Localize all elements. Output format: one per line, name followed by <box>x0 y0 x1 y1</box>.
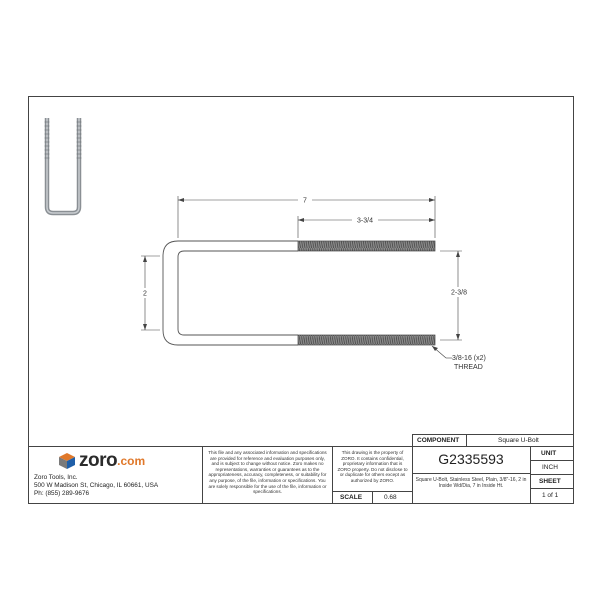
sheet-value: 1 of 1 <box>542 492 559 499</box>
zoro-cube-icon <box>58 452 76 470</box>
u-bolt-outline <box>163 241 298 345</box>
dim-width: 2 <box>143 290 147 298</box>
sheet-label: SHEET <box>539 478 561 485</box>
unit-value: INCH <box>542 464 558 471</box>
disclaimer-cell <box>202 447 332 504</box>
part-description: Square U-Bolt, Stainless Steel, Plain, 3/8"-16, 2 in Inside Wd/Dia, 7 in Inside Ht. <box>415 477 527 489</box>
lower-thread <box>298 335 435 345</box>
upper-thread <box>298 241 435 251</box>
scale-value: 0.68 <box>384 494 397 501</box>
company-name: Zoro Tools, Inc. <box>34 474 78 481</box>
logo-tld: .com <box>117 454 146 468</box>
scale-label: SCALE <box>340 494 363 501</box>
company-address: 500 W Madison St, Chicago, IL 60661, USA <box>34 482 159 489</box>
company-phone: Ph: (855) 289-9676 <box>34 490 90 497</box>
unit-label: UNIT <box>541 450 557 457</box>
dim-overall-length: 7 <box>303 197 307 205</box>
thread-callout: 3/8-16 (x2) <box>452 355 486 362</box>
logo-word: zoro <box>79 450 118 471</box>
disclaimer-text: This file and any associated information and specifications are provided for reference and evaluation purposes only, and is subject to change without notice. Zoro makes no representations, warranties or guarantees as to the appropriateness, accuracy, completeness, or suitability for any purpose, of the file, information or specifications. You are solely responsible for the use of the file, information or specifications. <box>208 450 327 495</box>
component-value: Square U-Bolt <box>498 437 539 444</box>
thread-label: THREAD <box>454 364 483 371</box>
zoro-logo <box>58 449 145 473</box>
title-block <box>28 437 574 504</box>
dim-thread-length: 3-3/4 <box>357 217 373 225</box>
dim-leg-spacing: 2-3/8 <box>451 289 467 297</box>
component-label: COMPONENT <box>417 437 460 444</box>
part-number: G2335593 <box>438 451 504 467</box>
property-notice-text: This drawing is the property of ZORO. It contains confidential, proprietary information that is ZORO property. Do not disclose to or duplicate for others except as authorized by ZORO. <box>337 450 408 483</box>
company-info <box>34 474 158 498</box>
